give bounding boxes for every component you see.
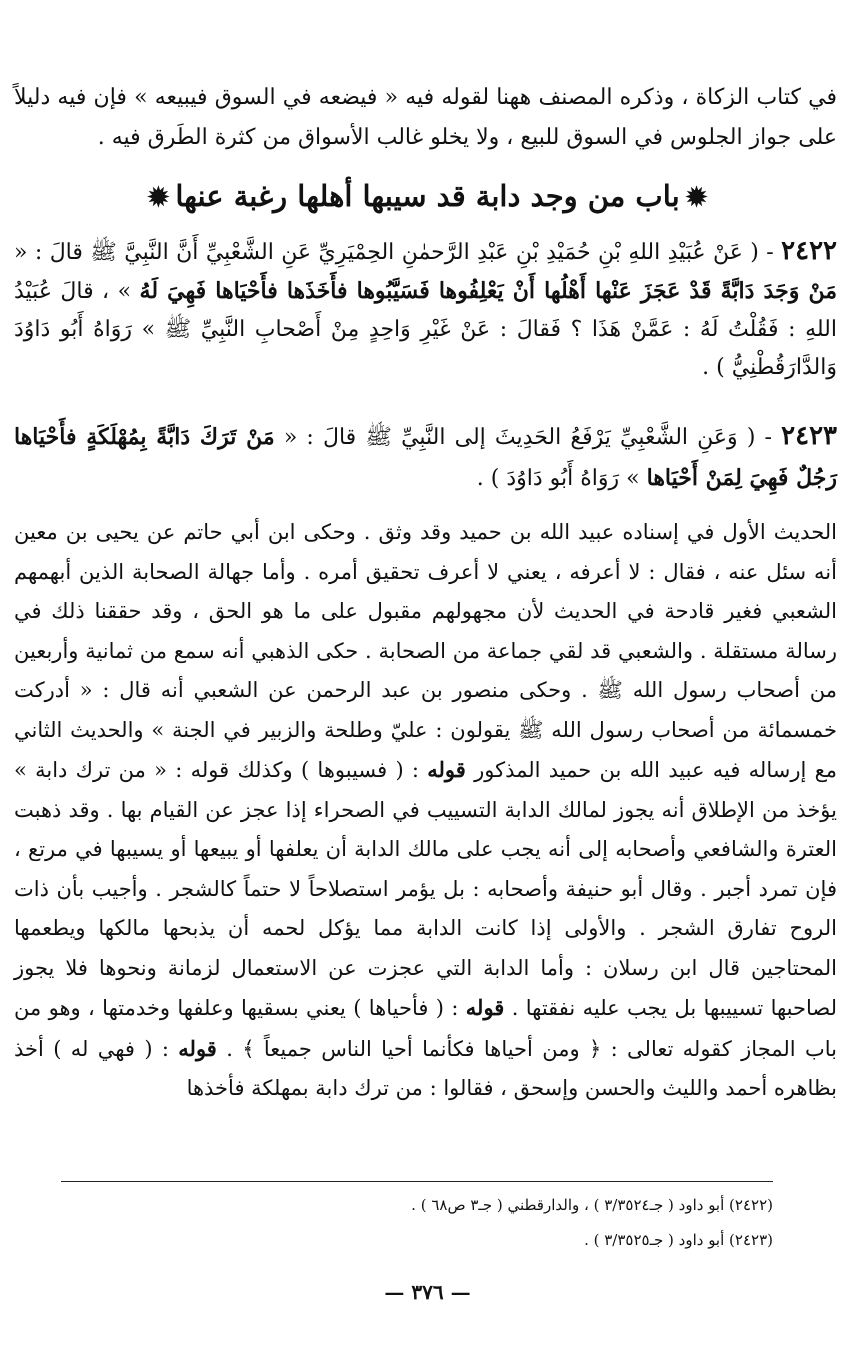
hadith-matn: مَنْ تَرَكَ دَابَّةً بِمُهْلَكَةٍ فأَحْيَاها رَجُلٌ فَهِيَ لِمَنْ أَحْيَاها [14, 424, 837, 491]
hadith-text: » رَوَاهُ أَبُو دَاوُدَ ) . [476, 466, 647, 491]
star-ornament-icon: ✹ [685, 183, 708, 213]
intro-paragraph [14, 78, 837, 158]
qawluh-label: قوله [178, 1035, 217, 1061]
footnote-2422: (٢٤٢٢) أبو داود ( جـ٣/٣٥٢٤ ) ، والدارقطني ( جـ٣ ص٦٨ ) . [411, 1196, 773, 1214]
hadith-text: ( عَنْ عُبَيْدِ اللهِ بْنِ حُمَيْدِ بْنِ عَبْدِ الرَّحمٰنِ الحِمْيَرِيِّ عَنِ الشَّعْبِيِّ أَنَّ النَّبِيَّ ﷺ قالَ : « [14, 240, 759, 265]
commentary-paragraph [14, 513, 837, 1109]
chapter-heading [0, 172, 855, 222]
commentary-text: : ( فسيبوها ) وكذلك قوله : « من ترك دابة » يؤخذ من الإطلاق أنه يجوز لمالك الدابة التسييب في الصحراء إذا عجز عن القيام بها . وقد ذهبت العترة والشافعي وأصحابه إلى أنه يجب على مالك الدابة أن يعلفها أو يبيعها أو يسيبها في مرتع ، فإن تمرد أجبر . وقال أبو حنيفة وأصحابه : بل يؤمر استصلاحاً لا حتماً كالشجر . وأجيب بأن ذات الروح تفارق الشجر . والأولى إذا كانت الدابة مما يؤكل لحمه أن يذبحها مالكها ويطعمها المحتاجين قال ابن رسلان : وأما الدابة التي عجزت عن الاستعمال لزمانة ونحوها فلا يجوز لصاحبها تسييبها بل يجب عليه نفقتها . [14, 758, 837, 1020]
qawluh-label: قوله [465, 995, 505, 1020]
qawluh-label: قوله [427, 757, 466, 782]
commentary-text: : ( فهي له ) أخذ بظاهره أحمد والليث والحسن وإسحق ، فقالوا : من ترك دابة بمهلكة فأخذها [14, 1036, 837, 1100]
commentary-text: : ( فأحياها ) يعني بسقيها وعلفها وخدمتها ، وهو من باب المجاز كقوله تعالى : ﴿ ومن أحياها فكأنما أحيا الناس جميعاً ﴾ . [14, 996, 837, 1061]
hadith-2423 [14, 416, 837, 499]
hadith-dash: - [758, 240, 782, 265]
footnote-2423: (٢٤٢٣) أبو داود ( جـ٣/٣٥٢٥ ) . [584, 1231, 773, 1249]
hadith-number: ٢٤٢٢ [781, 236, 837, 266]
hadith-2422 [14, 232, 837, 387]
hadith-dash: - [755, 425, 782, 450]
footnote-divider [61, 1181, 773, 1182]
hadith-text: ( وَعَنِ الشَّعْبِيِّ يَرْفَعُ الحَدِيثَ إلى النَّبِيِّ ﷺ قالَ : « [274, 425, 756, 450]
hadith-matn: مَنْ وَجَدَ دَابَّةً قَدْ عَجَزَ عَنْها أَهْلُها أَنْ يَعْلِفُوها فَسَيَّبُوها فأَخَذَها فأَحْيَاها فَهِيَ لَهُ [139, 278, 837, 304]
hadith-text: » ، قالَ عُبَيْدُ اللهِ : فَقُلْتُ لَهُ : عَمَّنْ هَذَا ؟ فَقالَ : عَنْ غَيْرِ وَاحِدٍ مِنْ أَصْحابِ النَّبِيِّ ﷺ » رَوَاهُ أَبُو دَاوُدَ وَالدَّارَقُطْنِيُّ ) . [14, 279, 837, 380]
star-ornament-icon: ✹ [147, 183, 170, 213]
chapter-title: باب من وجد دابة قد سيبها أهلها رغبة عنها [175, 179, 680, 213]
commentary-text: الحديث الأول في إسناده عبيد الله بن حميد وقد وثق . وحكى ابن أبي حاتم عن يحيى بن معين أنه سئل عنه ، فقال : لا أعرفه ، يعني لا أعرف تحقيق أمره . وأما جهالة الصحابة الذين أبهمهم الشعبي فغير قادحة في الحديث لأن مجهولهم مقبول على ما هو الحق ، وقد حققنا ذلك في رسالة مستقلة . والشعبي قد لقي جماعة من الصحابة . حكى الذهبي أنه سمع من ثمانية وأربعين من أصحاب رسول الله ﷺ . وحكى منصور بن عبد الرحمن عن الشعبي أنه قال : « أدركت خمسمائة من أصحاب رسول الله ﷺ يقولون : عليّ وطلحة والزبير في الجنة » والحديث الثاني مع إرساله فيه عبيد الله بن حميد المذكور [14, 520, 837, 782]
intro-text: في كتاب الزكاة ، وذكره المصنف ههنا لقوله فيه « فيضعه في السوق فيبيعه » فإن فيه دليلاً على جواز الجلوس في السوق للبيع ، ولا يخلو غالب الأسواق من كثرة الطَرق فيه . [14, 85, 837, 150]
page-number: — ٣٧٦ — [384, 1280, 471, 1304]
hadith-number: ٢٤٢٣ [781, 421, 837, 451]
